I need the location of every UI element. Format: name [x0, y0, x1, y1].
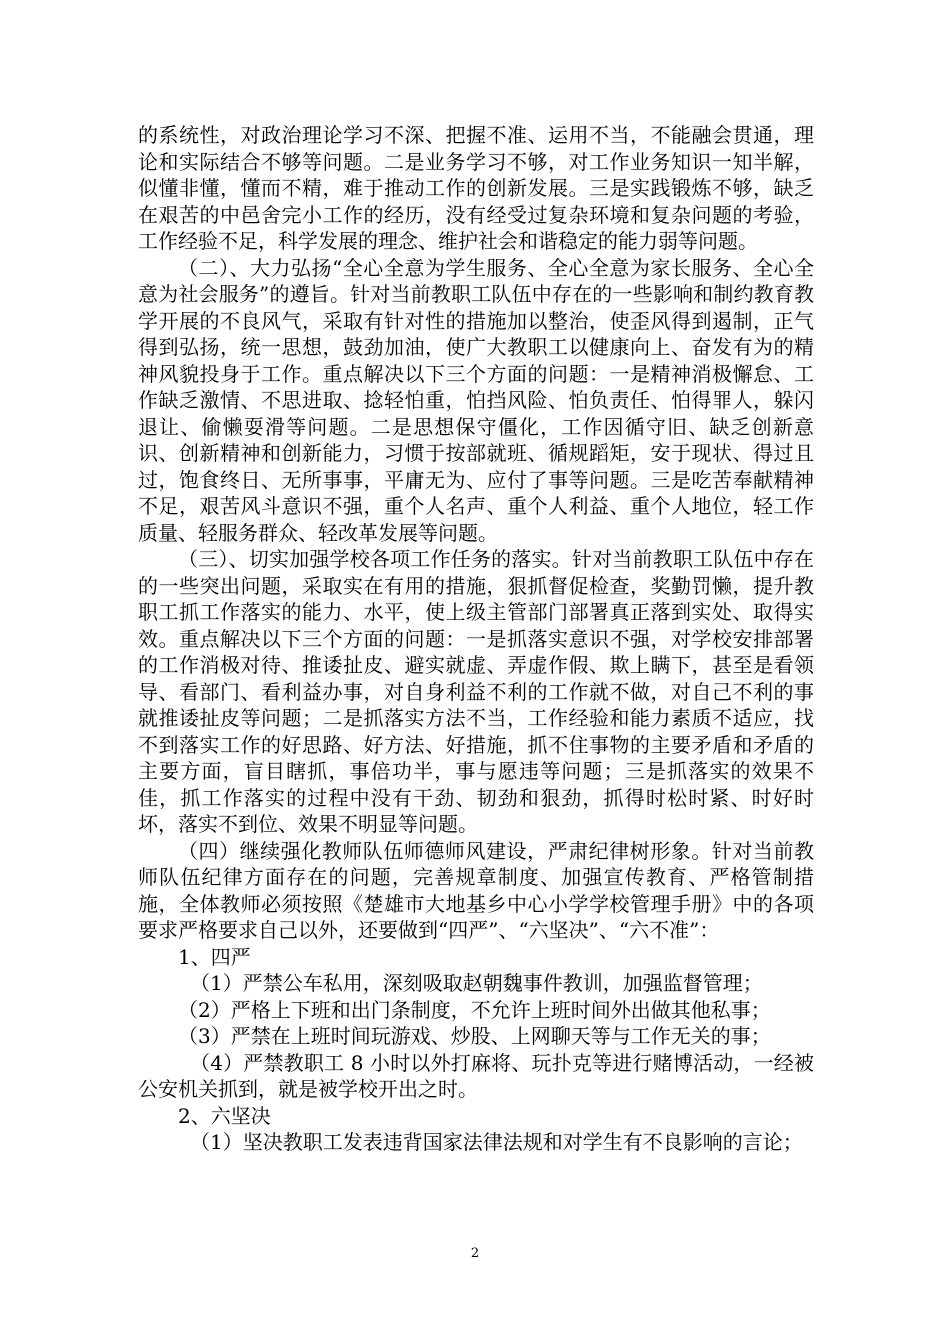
- list-item-strict-3: （3）严禁在上班时间玩游戏、炒股、上网聊天等与工作无关的事；: [178, 1024, 771, 1048]
- paragraph-section-4: （四）继续强化教师队伍师德师风建设，严肃纪律树形象。针对当前教师队伍纪律方面存在的问题，完善规章制度、加强宣传教育、严格管制措施，全体教师必须按照《楚雄市大地基乡中心小学学校管理手册》中的各项要求严格要求自己以外，还要做到“四严”、“六坚决”、“六不准”：: [138, 838, 814, 942]
- list-item-strict-4: （4）严禁教职工 8 小时以外打麻将、玩扑克等进行赌博活动，一经被公安机关抓到，就是被学校开出之时。: [138, 1050, 814, 1101]
- subheading-four-strict: 1、四严: [178, 944, 251, 969]
- document-body: [138, 122, 814, 1156]
- page-number: 2: [470, 1246, 480, 1261]
- paragraph-section-2: （二）、大力弘扬“全心全意为学生服务、全心全意为家长服务、全心全意为社会服务”的遵旨。针对当前教职工队伍中存在的一些影响和制约教育教学开展的不良风气，采取有针对性的措施加以整治，使歪风得到遏制，正气得到弘扬，统一思想，鼓劲加油，使广大教职工以健康向上、奋发有为的精神风貌投身于工作。重点解决以下三个方面的问题：一是精神消极懈怠、工作缺乏激情、不思进取、捻轻怕重，怕挡风险、怕负责任、怕得罪人，躲闪退让、偷懒耍滑等问题。二是思想保守僵化，工作因循守旧、缺乏创新意识、创新精神和创新能力，习惯于按部就班、循规蹈矩，安于现状、得过且过，饱食终日、无所事事，平庸无为、应付了事等问题。三是吃苦奉献精神不足，艰苦风斗意识不强，重个人名声、重个人利益、重个人地位，轻工作质量、轻服务群众、轻改革发展等问题。: [138, 255, 814, 545]
- list-item-resolute-1: （1）坚决教职工发表违背国家法律法规和对学生有不良影响的言论；: [190, 1130, 803, 1154]
- list-item-strict-2: （2）严格上下班和出门条制度，不允许上班时间外出做其他私事；: [178, 997, 771, 1022]
- subheading-six-resolute: 2、六坚决: [178, 1103, 271, 1128]
- list-item-strict-1: （1）严禁公车私用，深刻吸取赵朝魏事件教训，加强监督管理；: [190, 971, 763, 995]
- paragraph-continuation: 的系统性，对政治理论学习不深、把握不准、运用不当，不能融会贯通，理论和实际结合不够等问题。二是业务学习不够，对工作业务知识一知半解，似懂非懂，懂而不精，难于推动工作的创新发展。三是实践锻炼不够，缺乏在艰苦的中邑舍完小工作的经历，没有经受过复杂环境和复杂问题的考验，工作经验不足，科学发展的理念、维护社会和谐稳定的能力弱等问题。: [138, 123, 814, 253]
- paragraph-section-3: （三）、切实加强学校各项工作任务的落实。针对当前教职工队伍中存在的一些突出问题，采取实在有用的措施，狠抓督促检查，奖勤罚懒，提升教职工抓工作落实的能力、水平，使上级主管部门部署真正落到实处、取得实效。重点解决以下三个方面的问题：一是抓落实意识不强，对学校安排部署的工作消极对待、推诿扯皮、避实就虚、弄虚作假、欺上瞒下，甚至是看领导、看部门、看利益办事，对自身利益不利的工作就不做，对自己不利的事就推诿扯皮等问题；二是抓落实方法不当，工作经验和能力素质不适应，找不到落实工作的好思路、好方法、好措施，抓不住事物的主要矛盾和矛盾的主要方面，盲目瞎抓，事倍功半，事与愿违等问题；三是抓落实的效果不佳，抓工作落实的过程中没有干劲、韧劲和狠劲，抓得时松时紧、时好时坏，落实不到位、效果不明显等问题。: [138, 547, 814, 836]
